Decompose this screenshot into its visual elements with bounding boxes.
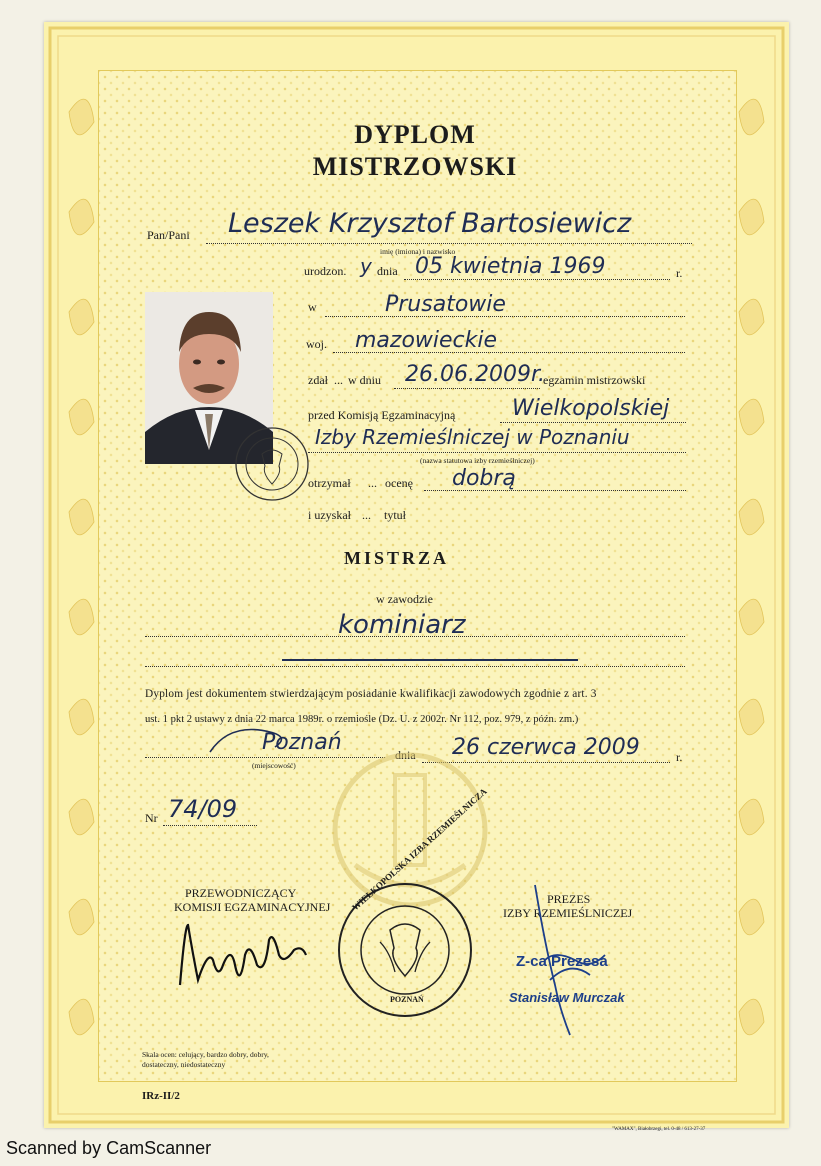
title-line1: DYPLOM	[354, 120, 476, 149]
form-code: IRz-II/2	[142, 1090, 180, 1102]
birth-date: 05 kwietnia 1969	[415, 254, 606, 279]
chairman-signature-icon	[165, 915, 335, 995]
profession-underline-stroke	[282, 659, 578, 661]
deputy-stamp: Z-ca Prezesa	[516, 953, 608, 970]
born-suffix: y	[360, 254, 372, 278]
chairman-line2: KOMISJI EGZAMINACYJNEJ	[174, 900, 331, 914]
place-issued: Poznań	[262, 730, 342, 755]
name-caption: imię (imiona) i nazwisko	[380, 247, 456, 256]
president-line1: PREZES	[547, 892, 591, 906]
issue-date: 26 czerwca 2009	[452, 735, 640, 760]
number-dotted-line	[163, 825, 257, 826]
full-name: Leszek Krzysztof Bartosiewicz	[228, 208, 632, 239]
exam-date-dotted-line	[394, 388, 540, 389]
chamber-line2: Izby Rzemieślniczej w Poznaniu	[315, 425, 630, 449]
legal-text-line2: ust. 1 pkt 2 ustawy z dnia 22 marca 1989r. o rzemiośle (Dz. U. z 2002r. Nr 112, poz. 979, z późn. zm.)	[145, 714, 579, 725]
issue-r-label: r.	[676, 750, 683, 764]
received-dots: ...	[368, 476, 377, 490]
r-label: r.	[676, 266, 683, 280]
profession-label: w zawodzie	[376, 592, 433, 606]
awarded-title: MISTRZA	[344, 548, 450, 568]
birth-place: Prusatowie	[385, 292, 506, 317]
passed-label: zdał	[308, 373, 328, 387]
commission-label: przed Komisją Egzaminacyjną	[308, 408, 456, 422]
obtained-label: i uzyskał	[308, 508, 351, 522]
grading-scale-line1: Skala ocen: celujący, bardzo dobry, dobry,	[142, 1050, 269, 1059]
place-caption: (miejscowość)	[252, 761, 296, 770]
w-dniu-label: w dniu	[348, 373, 381, 387]
issue-day-label: dnia	[395, 748, 416, 762]
name-dotted-line	[206, 243, 692, 244]
seal-text: WIELKOPOLSKA IZBA RZEMIEŚLNICZA	[350, 786, 489, 913]
printer-info: "WAMAX", Białobrzegi, tel. 0-48 / 613-27-37	[612, 1127, 706, 1132]
obtained-dots: ...	[362, 508, 371, 522]
tytul-label: tytuł	[384, 508, 407, 522]
profession-dotted-line2	[145, 666, 685, 667]
seal-city: POZNAŃ	[390, 995, 424, 1004]
chamber-dotted-line1	[500, 422, 686, 423]
president-signature-icon	[520, 880, 620, 1050]
pan-pani-label: Pan/Pani	[147, 228, 190, 242]
chairman-line1: PRZEWODNICZĄCY	[185, 886, 297, 900]
photo-stamp-icon	[232, 420, 310, 504]
day-label: dnia	[377, 264, 398, 278]
chamber-line1: Wielkopolskiej	[512, 396, 670, 421]
title-line2: MISTRZOWSKI	[312, 152, 518, 181]
voivodeship: mazowieckie	[355, 328, 498, 353]
ocene-label: ocenę	[385, 476, 413, 490]
exam-label: egzamin mistrzowski	[543, 373, 646, 387]
chamber-dotted-line2	[308, 452, 686, 453]
deputy-name: Stanisław Murczak	[509, 990, 625, 1005]
passed-suffix: ...	[334, 373, 343, 387]
document-number: 74/09	[168, 795, 238, 823]
profession: kominiarz	[338, 610, 466, 640]
nr-label: Nr	[145, 811, 158, 825]
in-label: w	[308, 300, 317, 314]
exam-date: 26.06.2009r.	[405, 362, 545, 387]
legal-text-line1: Dyplom jest dokumentem stwierdzającym posiadanie kwalifikacji zawodowych zgodnie z art. 3	[145, 688, 597, 700]
born-label: urodzon.	[304, 264, 347, 278]
grading-scale-line2: dostateczny, niedostateczny	[142, 1060, 226, 1069]
president-line2: IZBY RZEMIEŚLNICZEJ	[503, 906, 633, 920]
received-label: otrzymał	[308, 476, 351, 490]
voivodeship-label: woj.	[306, 337, 327, 351]
grade: dobrą	[452, 466, 516, 491]
scanner-watermark: Scanned by CamScanner	[6, 1138, 212, 1158]
chamber-caption: (nazwa statutowa izby rzemieślniczej)	[420, 456, 535, 465]
birth-date-dotted-line	[404, 279, 670, 280]
